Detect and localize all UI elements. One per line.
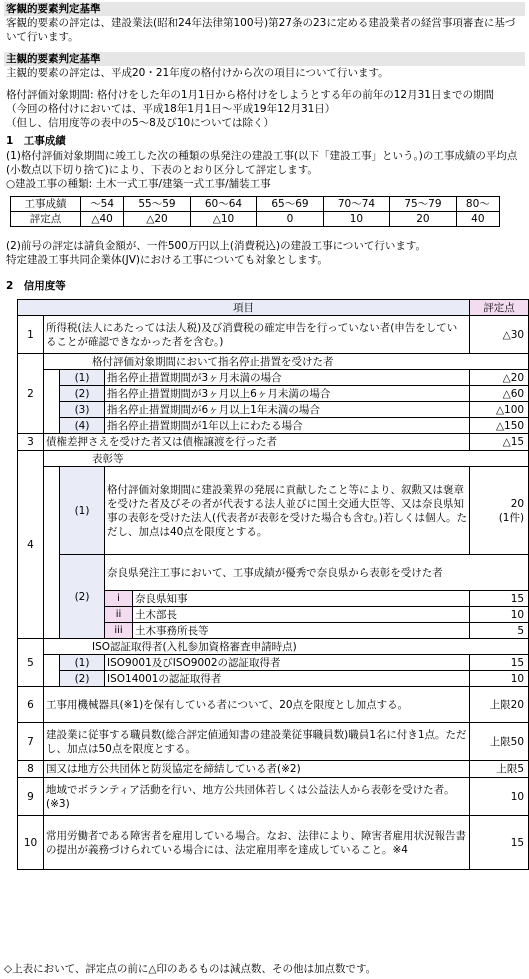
row-points: 15	[470, 816, 529, 870]
table-row	[18, 639, 529, 655]
score-table-label: 工事成績	[11, 197, 81, 212]
objective-text: 客観的要素の評定は、建設業法(昭和24年法律第100号)第27条の23に定める建設業者の経営事項審査に基づいて行います。	[6, 17, 516, 43]
sub-row	[18, 671, 529, 687]
sub-label: (2)	[60, 386, 105, 402]
sub-text: 指名停止措置期間が3ヶ月未満の場合	[105, 370, 470, 386]
table-row	[18, 778, 529, 816]
section1-title: 1 工事成績	[6, 135, 66, 147]
sub-points: △60	[470, 386, 529, 402]
sub-text: 指名停止措置期間が1年以上にわたる場合	[105, 418, 470, 434]
table-row	[18, 761, 529, 778]
sub-label: (2)	[60, 671, 105, 687]
sub-points: △20	[470, 370, 529, 386]
score-table-label: 評定点	[11, 212, 81, 227]
sub-row	[18, 418, 529, 434]
sub-row	[18, 386, 529, 402]
sub-label: (1)	[60, 655, 105, 671]
score-value: 0	[257, 212, 323, 227]
sub-row	[18, 370, 529, 386]
sub-label: (1)	[60, 370, 105, 386]
row-text: 格付評価対象期間において指名停止措置を受けた者	[44, 354, 529, 370]
score-range: 80～	[456, 197, 499, 212]
sub-label: (4)	[60, 418, 105, 434]
score-range: 70～74	[323, 197, 389, 212]
row-number: 8	[18, 761, 44, 778]
sub-points-note: (1件)	[498, 511, 525, 524]
table-row	[18, 451, 529, 467]
row-number: 4	[18, 451, 44, 639]
row-points: 上限5	[470, 761, 529, 778]
section1-types: ○建設工事の種類: 土木一式工事/建築一式工事/舗装工事	[6, 178, 271, 190]
score-range: 60～64	[190, 197, 256, 212]
row-text: 地域でボランティア活動を行い、地方公共団体若しくは公益法人から表彰を受けた者。(※3)	[44, 778, 470, 816]
row-number: 6	[18, 687, 44, 723]
score-table	[10, 196, 500, 227]
row-number: 7	[18, 723, 44, 761]
footer-note: ◇上表において、評定点の前に△印のあるものは減点数、その他は加点数です。	[4, 963, 377, 975]
sub-row	[18, 655, 529, 671]
sub-sub-points: 15	[470, 591, 529, 607]
sub-row	[18, 555, 529, 591]
score-value: △10	[190, 212, 256, 227]
section1-note2: 特定建設工事共同企業体(JV)における工事についても対象とします。	[6, 254, 328, 266]
sub-text: ISO14001の認証取得者	[105, 671, 470, 687]
sub-points: △100	[470, 402, 529, 418]
sub-label: (1)	[60, 467, 105, 555]
score-range: 65～69	[257, 197, 323, 212]
row-points: 上限50	[470, 723, 529, 761]
credit-table	[17, 299, 529, 870]
score-value: 20	[390, 212, 456, 227]
header-points: 評定点	[470, 300, 529, 316]
score-value: 10	[323, 212, 389, 227]
row-number: 10	[18, 816, 44, 870]
row-text: 所得税(法人にあたっては法人税)及び消費税の確定申告を行っていない者(申告をしていることが確認できなかった者を含む。)	[44, 316, 470, 354]
sub-row	[18, 467, 529, 555]
row-text: 建設業に従事する職員数(総合評定値通知書の建設業従事職員数)職員1名に付き1点。ただし、加点は50点を限度とする。	[44, 723, 470, 761]
row-text: 国又は地方公共団体と防災協定を締結している者(※2)	[44, 761, 470, 778]
row-text: ISO認証取得者(入札参加資格審査申請時点)	[44, 639, 529, 655]
score-range: 55～59	[124, 197, 190, 212]
score-value: 40	[456, 212, 499, 227]
score-value: △40	[81, 212, 124, 227]
roman-label: i	[105, 591, 133, 607]
section2-title: 2 信用度等	[6, 280, 66, 292]
row-number: 1	[18, 316, 44, 354]
sub-text: 格付評価対象期間に建設業界の発展に貢献したこと等により、叙勲又は褒章を受けた者及びその者が代表する法人並びに国土交通大臣等、又は奈良県知事の表彰を受けた法人(代表者が表彰を受けた場合も含む。)若しくは個人。ただし、加点は40点を限度とする。	[105, 467, 470, 555]
section1-desc: (1)格付評価対象期間に竣工した次の種類の県発注の建設工事(以下「建設工事」という。)の工事成績の平均点(小数点以下切り捨て)により、下表のとおり区分して評定します。	[6, 150, 518, 176]
sub-sub-text: 奈良県知事	[133, 591, 470, 607]
table-row	[18, 316, 529, 354]
row-number: 3	[18, 434, 44, 451]
table-row	[18, 434, 529, 451]
table-row	[18, 687, 529, 723]
sub-sub-points: 10	[470, 607, 529, 623]
score-range: ～54	[81, 197, 124, 212]
row-text: 工事用機械器具(※1)を保有している者について、20点を限度とし加点する。	[44, 687, 470, 723]
row-text: 表彰等	[44, 451, 529, 467]
sub-text: 指名停止措置期間が6ヶ月以上1年未満の場合	[105, 402, 470, 418]
header-item: 項目	[18, 300, 470, 316]
objective-heading: 客観的要素判定基準	[4, 2, 525, 16]
period-line4: （但し、信用度等の表中の5～8及び10については除く）	[6, 117, 275, 129]
period-line1: 格付評価対象期間: 格付けをした年の1月1日から格付けをしようとする年の前年の12月31日までの期間	[6, 89, 494, 101]
table-row	[18, 816, 529, 870]
sub-label: (3)	[60, 402, 105, 418]
table-row	[18, 354, 529, 370]
sub-text: 奈良県発注工事において、工事成績が優秀で奈良県から表彰を受けた者	[105, 555, 529, 591]
subjective-intro: 主観的要素の評定は、平成20・21年度の格付けから次の項目について行います。	[6, 67, 389, 79]
row-points: 10	[470, 778, 529, 816]
roman-label: ii	[105, 607, 133, 623]
score-range: 75～79	[390, 197, 456, 212]
row-text: 債権差押さえを受けた者又は債権譲渡を行った者	[44, 434, 470, 451]
sub-row	[18, 402, 529, 418]
section1-note1: (2)前号の評定は請負金額が、一件500万円以上(消費税込)の建設工事について行います。	[6, 240, 427, 252]
sub-sub-points: 5	[470, 623, 529, 639]
row-points: △30	[470, 316, 529, 354]
row-points: 上限20	[470, 687, 529, 723]
credit-table-header	[18, 300, 529, 316]
sub-points	[470, 467, 529, 555]
score-table-header-row	[11, 197, 500, 212]
sub-label: (2)	[60, 555, 105, 639]
subjective-heading: 主観的要素判定基準	[4, 52, 525, 66]
sub-text: 指名停止措置期間が3ヶ月以上6ヶ月未満の場合	[105, 386, 470, 402]
row-text: 常用労働者である障害者を雇用している場合。なお、法律により、障害者雇用状況報告書の提出が義務づけられている場合には、法定雇用率を達成していること。※4	[44, 816, 470, 870]
sub-sub-text: 土木事務所長等	[133, 623, 470, 639]
sub-points: 15	[470, 655, 529, 671]
period-line3: （今回の格付けにおいては、平成18年1月1日～平成19年12月31日）	[6, 103, 336, 115]
row-number: 5	[18, 639, 44, 687]
sub-points: △150	[470, 418, 529, 434]
sub-text: ISO9001及びISO9002の認証取得者	[105, 655, 470, 671]
score-table-points-row	[11, 212, 500, 227]
score-value: △20	[124, 212, 190, 227]
row-number: 9	[18, 778, 44, 816]
sub-points: 10	[470, 671, 529, 687]
sub-points-value: 20	[510, 497, 525, 510]
row-number: 2	[18, 354, 44, 434]
roman-label: iii	[105, 623, 133, 639]
row-points: △15	[470, 434, 529, 451]
sub-sub-text: 土木部長	[133, 607, 470, 623]
table-row	[18, 723, 529, 761]
